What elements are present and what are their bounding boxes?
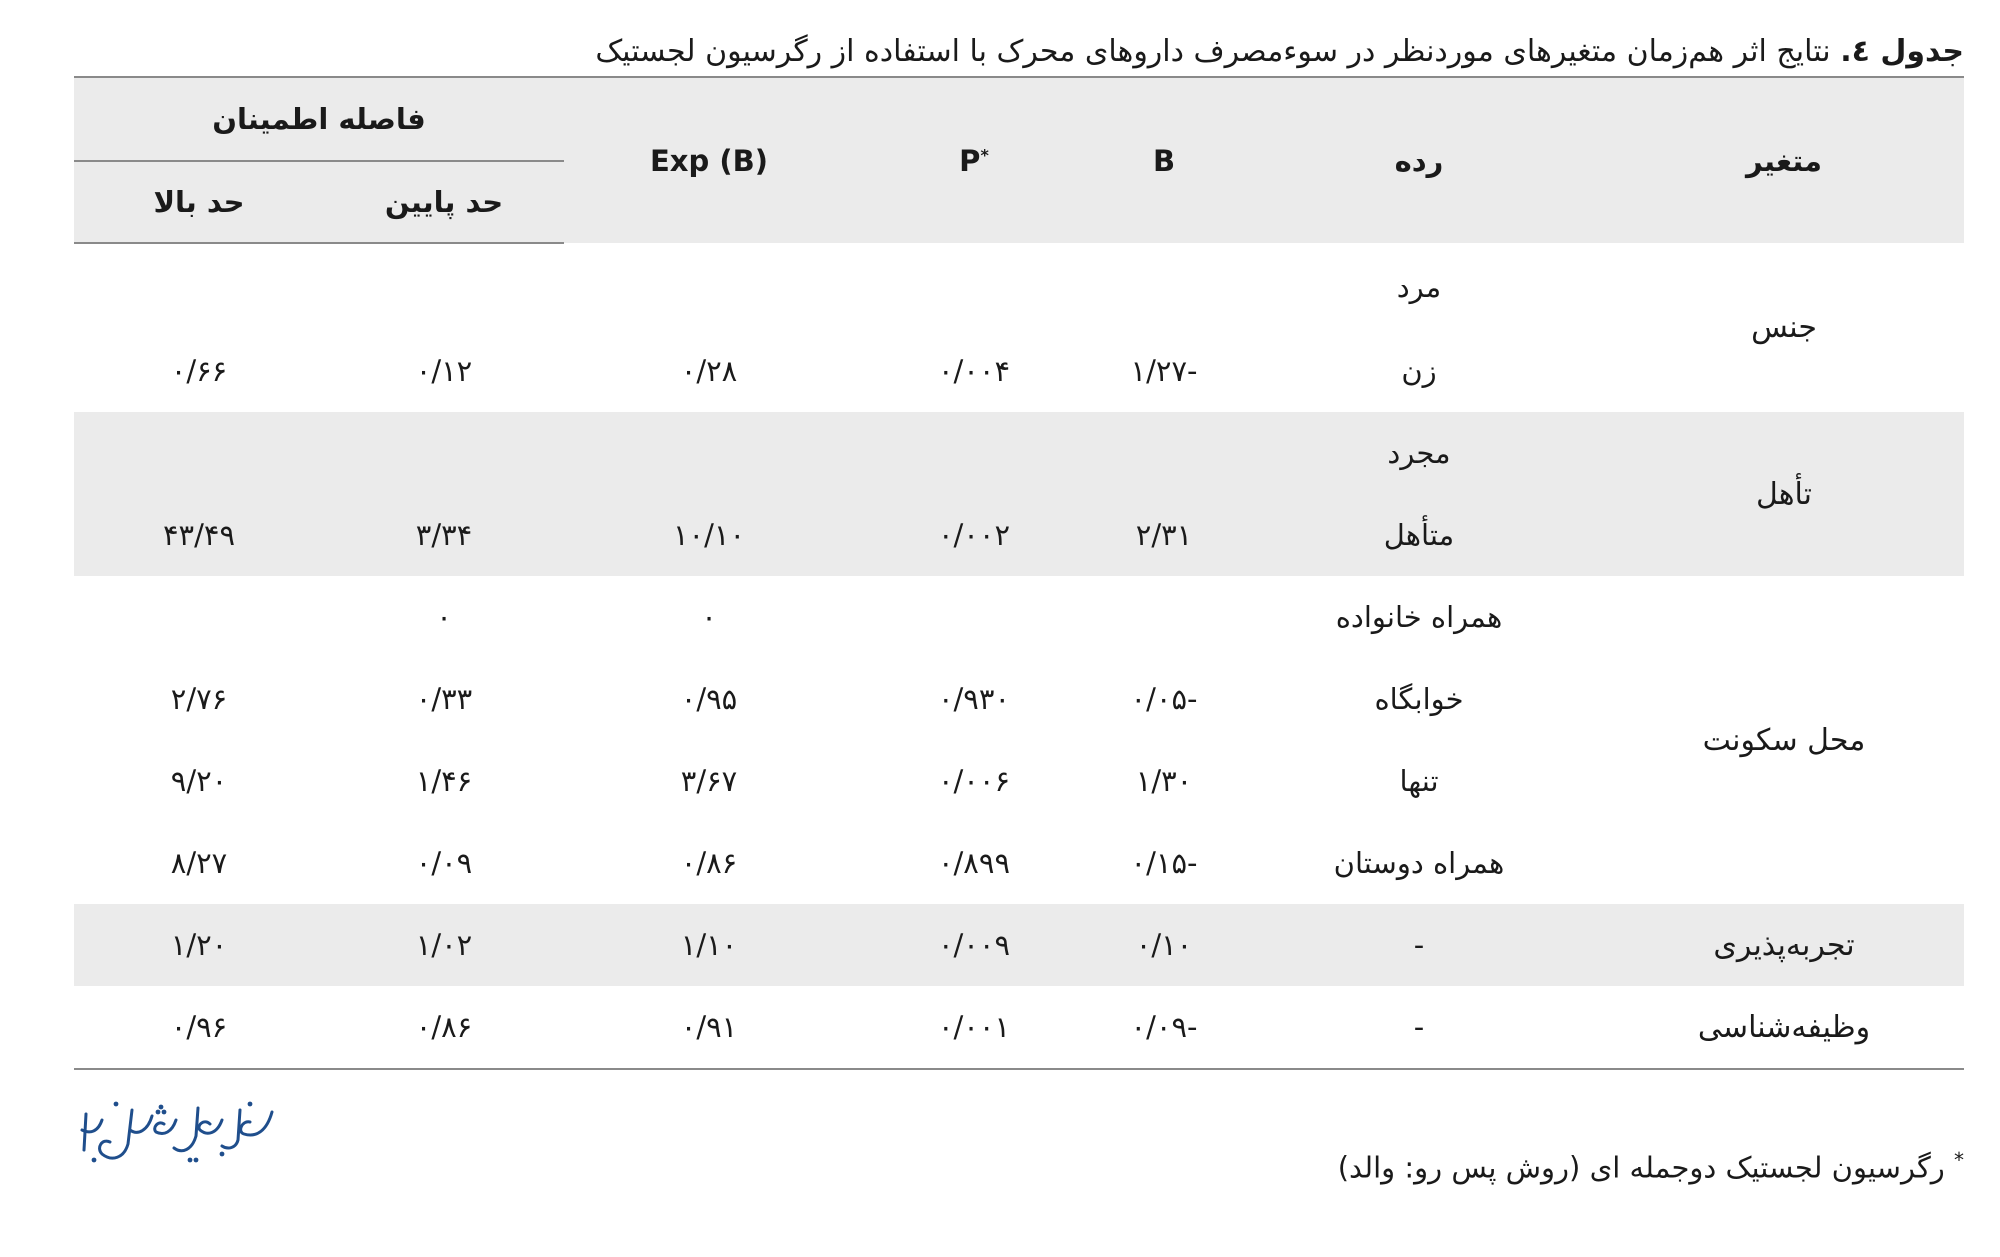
- cell-ci-lower: [324, 412, 564, 494]
- cell-category: -: [1234, 986, 1604, 1069]
- cell-category: متأهل: [1234, 494, 1604, 576]
- cell-p: ۰/۸۹۹: [937, 846, 1011, 880]
- cell-category: زن: [1401, 354, 1437, 388]
- table-header: [74, 77, 1964, 243]
- journal-logo: [72, 1090, 282, 1180]
- footnote-text: رگرسیون لجستیک دوجمله ای (روش پس رو: والد): [1337, 1150, 1945, 1185]
- cell-b: ۲/۳۱: [1094, 494, 1234, 576]
- journal-logo-icon: [72, 1090, 282, 1180]
- cell-category: همراه خانواده: [1335, 600, 1503, 634]
- cell-p: ۰/۹۳۰: [937, 682, 1011, 716]
- cell-ci-lower: ۰: [436, 600, 452, 634]
- cell-ci-upper: ۴۳/۴۹: [74, 494, 324, 576]
- cell-exp-b: ۰/۹۵: [680, 682, 738, 716]
- cell-exp-b: ۱/۱۰: [564, 904, 854, 986]
- cell-exp-b: ۱۰/۱۰: [564, 494, 854, 576]
- cell-exp-b: ۰: [701, 600, 717, 634]
- cell-category: مرد: [1396, 269, 1442, 304]
- table-row: [74, 576, 1964, 658]
- footnote-marker: *: [1954, 1148, 1964, 1172]
- cell-ci-lower: ۱/۴۶: [415, 764, 473, 798]
- cell-p: [854, 243, 1094, 330]
- cell-variable: تأهل: [1604, 412, 1964, 576]
- cell-p: [854, 576, 1094, 658]
- cell-b: [1094, 576, 1234, 658]
- cell-p: ۰/۰۰۴: [937, 354, 1011, 388]
- cell-p: ۰/۰۰۱: [854, 986, 1094, 1069]
- header-ci-upper: حد بالا: [74, 161, 324, 243]
- cell-exp-b: ۰/۲۸: [680, 354, 738, 388]
- table-footnote: [1338, 1148, 1964, 1185]
- header-p-label: P: [959, 143, 981, 178]
- table-row: [74, 243, 1964, 330]
- table-row: [74, 986, 1964, 1069]
- cell-b: -۰/۰۹: [1094, 986, 1234, 1069]
- cell-ci-upper: [74, 412, 324, 494]
- header-p-marker: *: [980, 144, 989, 164]
- caption-text: نتایج اثر هم‌زمان متغیرهای موردنظر در سوءمصرف داروهای محرک با استفاده از رگرسیون لجستیک: [595, 34, 1831, 69]
- cell-exp-b: [564, 412, 854, 494]
- cell-p: ۰/۰۰۹: [854, 904, 1094, 986]
- cell-ci-upper: ۰/۶۶: [170, 354, 228, 388]
- cell-exp-b: ۰/۹۱: [564, 986, 854, 1069]
- cell-ci-lower: ۰/۸۶: [324, 986, 564, 1069]
- header-p: [854, 77, 1094, 243]
- cell-variable: تجربه‌پذیری: [1604, 904, 1964, 986]
- cell-ci-upper: ۹/۲۰: [170, 764, 228, 798]
- cell-b: ۰/۱۰: [1094, 904, 1234, 986]
- cell-ci-lower: ۰/۱۲: [415, 354, 473, 388]
- cell-exp-b: ۰/۸۶: [680, 846, 738, 880]
- header-category: رده: [1234, 77, 1604, 243]
- cell-variable: جنس: [1751, 310, 1817, 345]
- cell-b: -۰/۰۵: [1130, 682, 1198, 716]
- cell-p: ۰/۰۰۶: [937, 764, 1011, 798]
- table-row: [74, 904, 1964, 986]
- header-variable: متغیر: [1604, 77, 1964, 243]
- header-b: B: [1094, 77, 1234, 243]
- table-caption: [595, 30, 1964, 74]
- cell-p: [854, 412, 1094, 494]
- cell-ci-lower: [324, 243, 564, 330]
- cell-category: همراه دوستان: [1333, 846, 1505, 880]
- cell-category: -: [1234, 904, 1604, 986]
- cell-category: تنها: [1399, 764, 1439, 798]
- cell-ci-upper: ۲/۷۶: [170, 682, 228, 716]
- cell-ci-upper: ۱/۲۰: [74, 904, 324, 986]
- cell-variable: محل سکونت: [1702, 722, 1866, 758]
- table-row: [74, 412, 1964, 494]
- cell-b: [1094, 243, 1234, 330]
- cell-ci-lower: ۰/۳۳: [415, 682, 473, 716]
- cell-p: ۰/۰۰۲: [854, 494, 1094, 576]
- cell-variable: وظیفه‌شناسی: [1604, 986, 1964, 1069]
- caption-label: جدول ٤.: [1840, 34, 1964, 69]
- table-body: [74, 243, 1964, 1069]
- cell-category: خوابگاه: [1374, 682, 1464, 716]
- cell-b: -۰/۱۵: [1130, 846, 1198, 880]
- cell-b: ۱/۳۰: [1135, 764, 1193, 798]
- cell-exp-b: ۳/۶۷: [680, 764, 738, 798]
- regression-table: [74, 76, 1964, 1070]
- cell-exp-b: [564, 243, 854, 330]
- header-ci-lower: حد پایین: [324, 161, 564, 243]
- header-exp-b: Exp (B): [564, 77, 854, 243]
- cell-ci-lower: ۰/۰۹: [415, 846, 473, 880]
- cell-ci-upper: ۰/۹۶: [74, 986, 324, 1069]
- cell-ci-lower: ۳/۳۴: [324, 494, 564, 576]
- cell-ci-lower: ۱/۰۲: [324, 904, 564, 986]
- cell-ci-upper: ۸/۲۷: [170, 846, 228, 880]
- cell-ci-upper: [74, 243, 324, 330]
- header-confidence-interval: فاصله اطمینان: [74, 77, 564, 161]
- cell-ci-upper: [74, 576, 324, 658]
- cell-b: -۱/۲۷: [1130, 354, 1198, 388]
- cell-category: مجرد: [1234, 412, 1604, 494]
- cell-b: [1094, 412, 1234, 494]
